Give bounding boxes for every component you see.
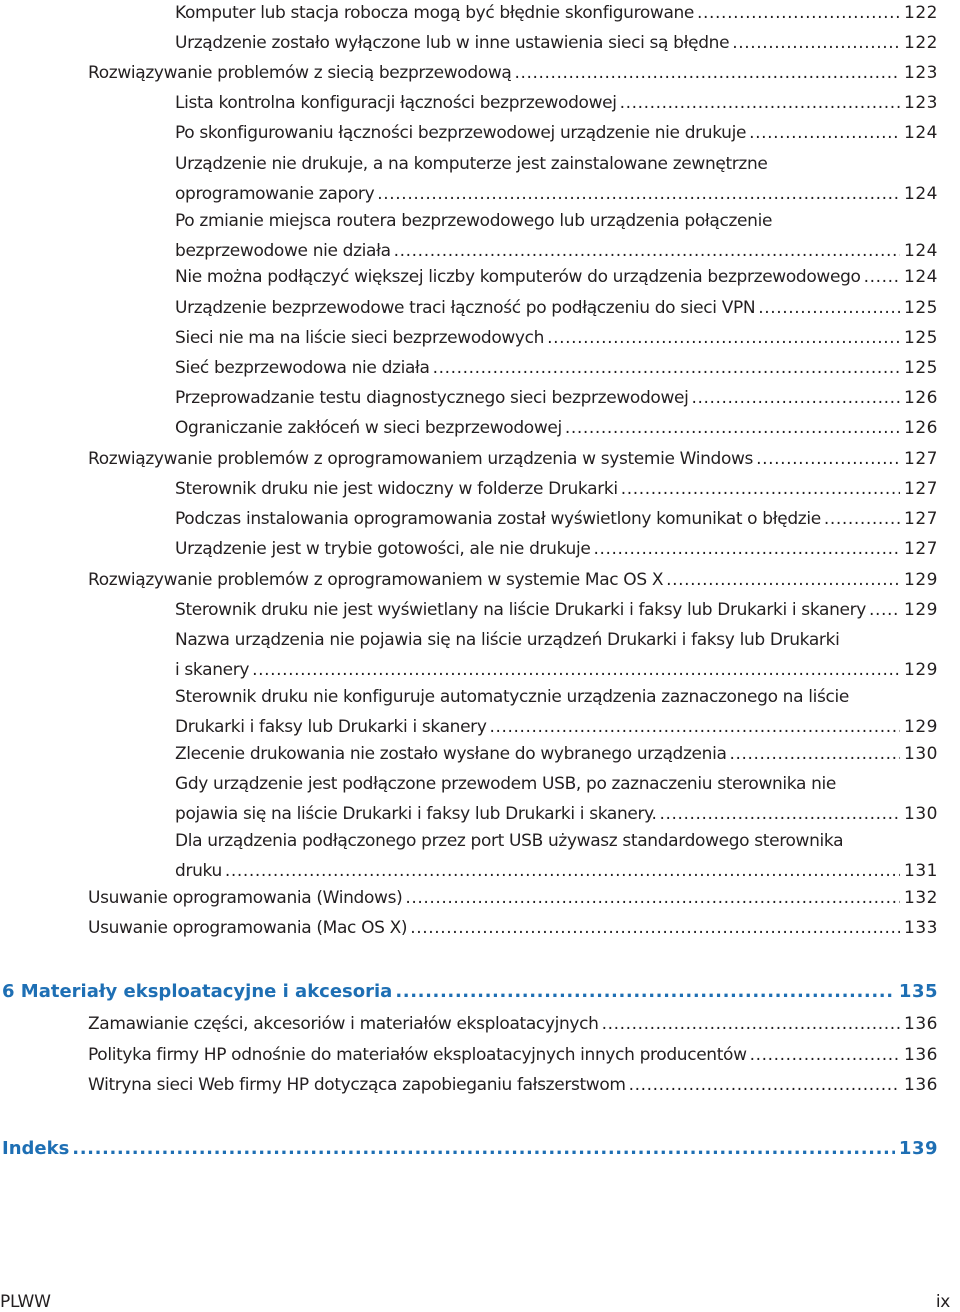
dot-leader — [749, 120, 900, 146]
dot-leader — [395, 979, 895, 1005]
toc-subsection-entry[interactable] — [175, 828, 938, 884]
toc-entry-title: Usuwanie oprogramowania (Mac OS X) — [88, 918, 408, 938]
toc-entry-page-number: 123 — [904, 63, 938, 83]
toc-entry-title: druku — [175, 861, 222, 881]
toc-entry-title-line: Urządzenie nie drukuje, a na komputerze jest zainstalowane zewnętrzne — [175, 154, 768, 174]
toc-entry-title: oprogramowanie zapory — [175, 184, 375, 204]
toc-entry-title: Przeprowadzanie testu diagnostycznego sieci bezprzewodowej — [175, 388, 689, 408]
dot-leader — [730, 741, 901, 767]
toc-subsection-entry[interactable] — [175, 415, 938, 441]
toc-subsection-entry[interactable] — [175, 506, 938, 532]
toc-entry-page-number: 131 — [904, 861, 938, 881]
toc-chapter-entry[interactable] — [2, 1136, 938, 1162]
dot-leader — [824, 506, 900, 532]
toc-entry-title-line: Nazwa urządzenia nie pojawia się na liście urządzeń Drukarki i faksy lub Drukarki — [175, 630, 840, 650]
toc-entry-page-number: 124 — [904, 267, 938, 287]
toc-entry-page-number: 129 — [904, 600, 938, 620]
dot-leader — [660, 801, 901, 827]
dot-leader — [593, 536, 900, 562]
toc-entry-title: Sterownik druku nie jest widoczny w folderze Drukarki — [175, 479, 618, 499]
toc-entry-page-number: 133 — [904, 918, 938, 938]
toc-entry-title: Witryna sieci Web firmy HP dotycząca zapobieganiu fałszerstwom — [88, 1075, 626, 1095]
toc-entry-title: Ograniczanie zakłóceń w sieci bezprzewodowej — [175, 418, 562, 438]
dot-leader — [621, 476, 900, 502]
toc-entry-page-number: 129 — [904, 660, 938, 680]
toc-entry-title: bezprzewodowe nie działa — [175, 241, 391, 261]
toc-entry-page-number: 123 — [904, 93, 938, 113]
toc-entry-title-line: Sterownik druku nie konfiguruje automatycznie urządzenia zaznaczonego na liście — [175, 687, 849, 707]
toc-subsection-entry[interactable] — [175, 627, 938, 683]
toc-subsection-entry[interactable] — [175, 295, 938, 321]
dot-leader — [666, 567, 900, 593]
dot-leader — [225, 858, 900, 884]
toc-subsection-entry[interactable] — [175, 597, 938, 623]
toc-entry-page-number: 125 — [904, 298, 938, 318]
toc-entry-page-number: 129 — [904, 717, 938, 737]
toc-subsection-entry[interactable] — [175, 151, 938, 207]
toc-entry-page-number: 139 — [898, 1138, 938, 1159]
toc-entry-title: Drukarki i faksy lub Drukarki i skanery — [175, 717, 487, 737]
dot-leader — [565, 415, 900, 441]
toc-section-entry[interactable] — [88, 1011, 938, 1037]
dot-leader — [410, 915, 900, 941]
toc-entry-title: Nie można podłączyć większej liczby komputerów do urządzenia bezprzewodowego — [175, 267, 861, 287]
toc-subsection-entry[interactable] — [175, 90, 938, 116]
toc-entry-page-number: 127 — [904, 509, 938, 529]
dot-leader — [691, 385, 900, 411]
toc-section-entry[interactable] — [88, 1042, 938, 1068]
toc-entry-title: 6 Materiały eksploatacyjne i akcesoria — [2, 981, 393, 1002]
toc-entry-title-line: Gdy urządzenie jest podłączone przewodem USB, po zaznaczeniu sterownika nie — [175, 774, 837, 794]
dot-leader — [750, 1042, 900, 1068]
toc-entry-page-number: 124 — [904, 184, 938, 204]
dot-leader — [405, 885, 900, 911]
toc-entry-page-number: 127 — [904, 479, 938, 499]
toc-section-entry[interactable] — [88, 446, 938, 472]
toc-subsection-entry[interactable] — [175, 30, 938, 56]
toc-entry-page-number: 136 — [904, 1075, 938, 1095]
toc-chapter-entry[interactable] — [2, 979, 938, 1005]
toc-subsection-entry[interactable] — [175, 741, 938, 767]
toc-entry-page-number: 124 — [904, 241, 938, 261]
toc-entry-page-number: 125 — [904, 328, 938, 348]
toc-entry-title: Rozwiązywanie problemów z oprogramowaniem w systemie Mac OS X — [88, 570, 664, 590]
dot-leader — [547, 325, 900, 351]
toc-subsection-entry[interactable] — [175, 355, 938, 381]
dot-leader — [490, 714, 901, 740]
toc-subsection-entry[interactable] — [175, 684, 938, 740]
toc-entry-page-number: 125 — [904, 358, 938, 378]
toc-entry-title: Sterownik druku nie jest wyświetlany na liście Drukarki i faksy lub Drukarki i skanery — [175, 600, 866, 620]
toc-entry-page-number: 130 — [904, 804, 938, 824]
dot-leader — [697, 0, 900, 26]
toc-subsection-entry[interactable] — [175, 325, 938, 351]
footer-locale-code: PLWW — [0, 1292, 51, 1312]
toc-entry-title: Rozwiązywanie problemów z siecią bezprzewodową — [88, 63, 512, 83]
dot-leader — [72, 1136, 895, 1162]
dot-leader — [756, 446, 900, 472]
toc-section-entry[interactable] — [88, 915, 938, 941]
toc-entry-title: i skanery — [175, 660, 250, 680]
toc-entry-title: pojawia się na liście Drukarki i faksy lub Drukarki i skanery. — [175, 804, 657, 824]
toc-entry-title: Komputer lub stacja robocza mogą być błędnie skonfigurowane — [175, 3, 695, 23]
toc-entry-title: Urządzenie bezprzewodowe traci łączność po podłączeniu do sieci VPN — [175, 298, 756, 318]
toc-subsection-entry[interactable] — [175, 771, 938, 827]
toc-entry-page-number: 127 — [904, 449, 938, 469]
toc-entry-title: Sieć bezprzewodowa nie działa — [175, 358, 430, 378]
toc-entry-page-number: 126 — [904, 418, 938, 438]
toc-subsection-entry[interactable] — [175, 264, 938, 290]
toc-entry-title: Rozwiązywanie problemów z oprogramowaniem urządzenia w systemie Windows — [88, 449, 754, 469]
toc-entry-title-line: Po zmianie miejsca routera bezprzewodowego lub urządzenia połączenie — [175, 211, 773, 231]
toc-entry-title: Po skonfigurowaniu łączności bezprzewodowej urządzenie nie drukuje — [175, 123, 747, 143]
dot-leader — [252, 657, 900, 683]
toc-subsection-entry[interactable] — [175, 120, 938, 146]
toc-section-entry[interactable] — [88, 885, 938, 911]
toc-entry-page-number: 136 — [904, 1014, 938, 1034]
toc-entry-title: Polityka firmy HP odnośnie do materiałów eksploatacyjnych innych producentów — [88, 1045, 747, 1065]
toc-entry-title: Zlecenie drukowania nie zostało wysłane do wybranego urządzenia — [175, 744, 727, 764]
toc-entry-title: Sieci nie ma na liście sieci bezprzewodowych — [175, 328, 545, 348]
toc-entry-page-number: 132 — [904, 888, 938, 908]
dot-leader — [629, 1072, 900, 1098]
dot-leader — [602, 1011, 900, 1037]
toc-subsection-entry[interactable] — [175, 476, 938, 502]
toc-entry-page-number: 135 — [898, 981, 938, 1002]
dot-leader — [377, 181, 900, 207]
dot-leader — [732, 30, 900, 56]
dot-leader — [869, 597, 900, 623]
dot-leader — [758, 295, 900, 321]
dot-leader — [864, 264, 900, 290]
dot-leader — [433, 355, 900, 381]
toc-entry-page-number: 136 — [904, 1045, 938, 1065]
toc-subsection-entry[interactable] — [175, 0, 938, 26]
toc-entry-title-line: Dla urządzenia podłączonego przez port USB używasz standardowego sterownika — [175, 831, 844, 851]
toc-entry-title: Urządzenie jest w trybie gotowości, ale nie drukuje — [175, 539, 591, 559]
toc-entry-title: Lista kontrolna konfiguracji łączności bezprzewodowej — [175, 93, 617, 113]
toc-entry-title: Usuwanie oprogramowania (Windows) — [88, 888, 403, 908]
toc-entry-title: Indeks — [2, 1138, 70, 1159]
toc-entry-page-number: 130 — [904, 744, 938, 764]
toc-section-entry[interactable] — [88, 1072, 938, 1098]
dot-leader — [620, 90, 900, 116]
toc-entry-page-number: 127 — [904, 539, 938, 559]
toc-entry-title: Podczas instalowania oprogramowania został wyświetlony komunikat o błędzie — [175, 509, 821, 529]
toc-entry-page-number: 129 — [904, 570, 938, 590]
dot-leader — [514, 60, 900, 86]
footer-page-number: ix — [935, 1292, 950, 1312]
toc-subsection-entry[interactable] — [175, 385, 938, 411]
toc-entry-page-number: 124 — [904, 123, 938, 143]
dot-leader — [394, 238, 900, 264]
toc-entry-title: Urządzenie zostało wyłączone lub w inne ustawienia sieci są błędne — [175, 33, 730, 53]
toc-entry-page-number: 126 — [904, 388, 938, 408]
toc-section-entry[interactable] — [88, 60, 938, 86]
toc-entry-page-number: 122 — [904, 33, 938, 53]
toc-entry-page-number: 122 — [904, 3, 938, 23]
toc-subsection-entry[interactable] — [175, 536, 938, 562]
toc-section-entry[interactable] — [88, 567, 938, 593]
toc-entry-title: Zamawianie części, akcesoriów i materiałów eksploatacyjnych — [88, 1014, 599, 1034]
toc-subsection-entry[interactable] — [175, 208, 938, 264]
